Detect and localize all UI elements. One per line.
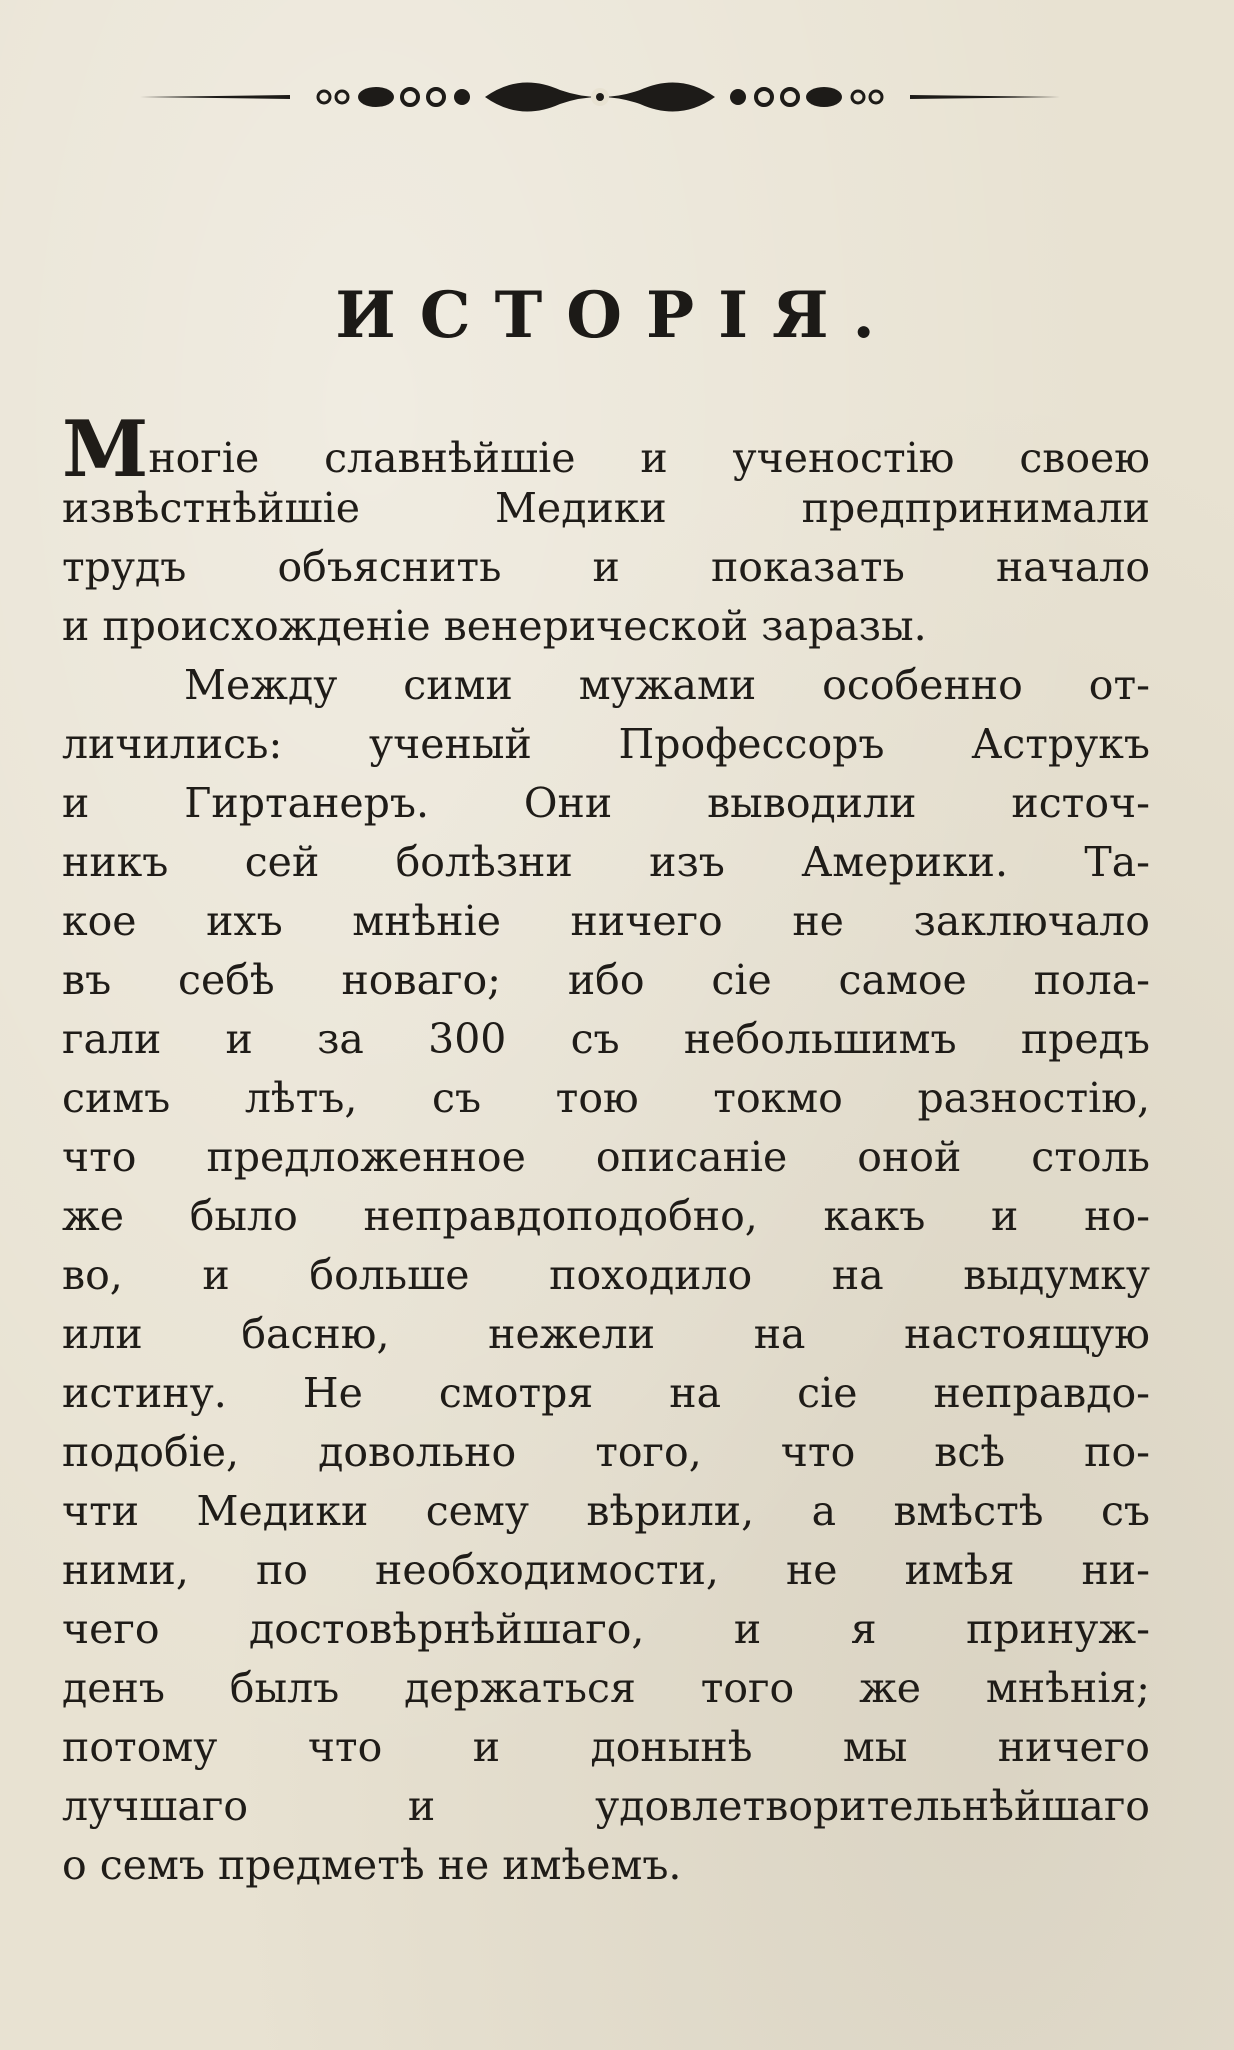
text-line: подобіе, довольно того, что всѣ по- [62,1428,1150,1476]
body-text [62,404,1150,1895]
text-line: въ себѣ новаго; ибо сіе самое пола- [62,956,1150,1004]
drop-cap: М [62,404,149,495]
text-line: потому что и донынѣ мы ничего [62,1723,1150,1771]
text-line: чего достовѣрнѣйшаго, и я принуж- [62,1605,1150,1653]
text-line: симъ лѣтъ, съ тою токмо разностію, [62,1074,1150,1122]
text-line: Между сими мужами особенно от- [184,661,1150,709]
text-line: кое ихъ мнѣніе ничего не заключало [62,897,1150,945]
text-line: чти Медики сему вѣрили, а вмѣстѣ съ [62,1487,1150,1535]
text-line: трудъ объяснить и показать начало [62,543,1150,591]
text-line: извѣстнѣйшіе Медики предпринимали [62,484,1150,532]
text-line: гали и за 300 съ небольшимъ предъ [62,1015,1150,1063]
text-line: личились: ученый Профессоръ Аструкъ [62,720,1150,768]
text-line: истину. Не смотря на сіе неправдо- [62,1369,1150,1417]
text-line: ними, по необходимости, не имѣя ни- [62,1546,1150,1594]
text-line: о семъ предметѣ не имѣемъ. [62,1841,682,1889]
text-line: же было неправдоподобно, какъ и но- [62,1192,1150,1240]
ornamental-header-rule [140,72,1060,122]
text-line: и Гиртанеръ. Они выводили источ- [62,779,1150,827]
text-line: во, и больше походило на выдумку [62,1251,1150,1299]
page-title: ИСТОРІЯ. [335,278,899,353]
text-line: Многіе славнѣйшіе и ученостію своею [62,404,1150,495]
text-line: что предложенное описаніе оной столь [62,1133,1150,1181]
text-line: или басню, нежели на настоящую [62,1310,1150,1358]
text-line: и происхожденіе венерической заразы. [62,602,927,650]
text-line: никъ сей болѣзни изъ Америки. Та- [62,838,1150,886]
text-line: денъ былъ держаться того же мнѣнія; [62,1664,1150,1712]
text-line: лучшаго и удовлетворительнѣйшаго [62,1782,1150,1830]
